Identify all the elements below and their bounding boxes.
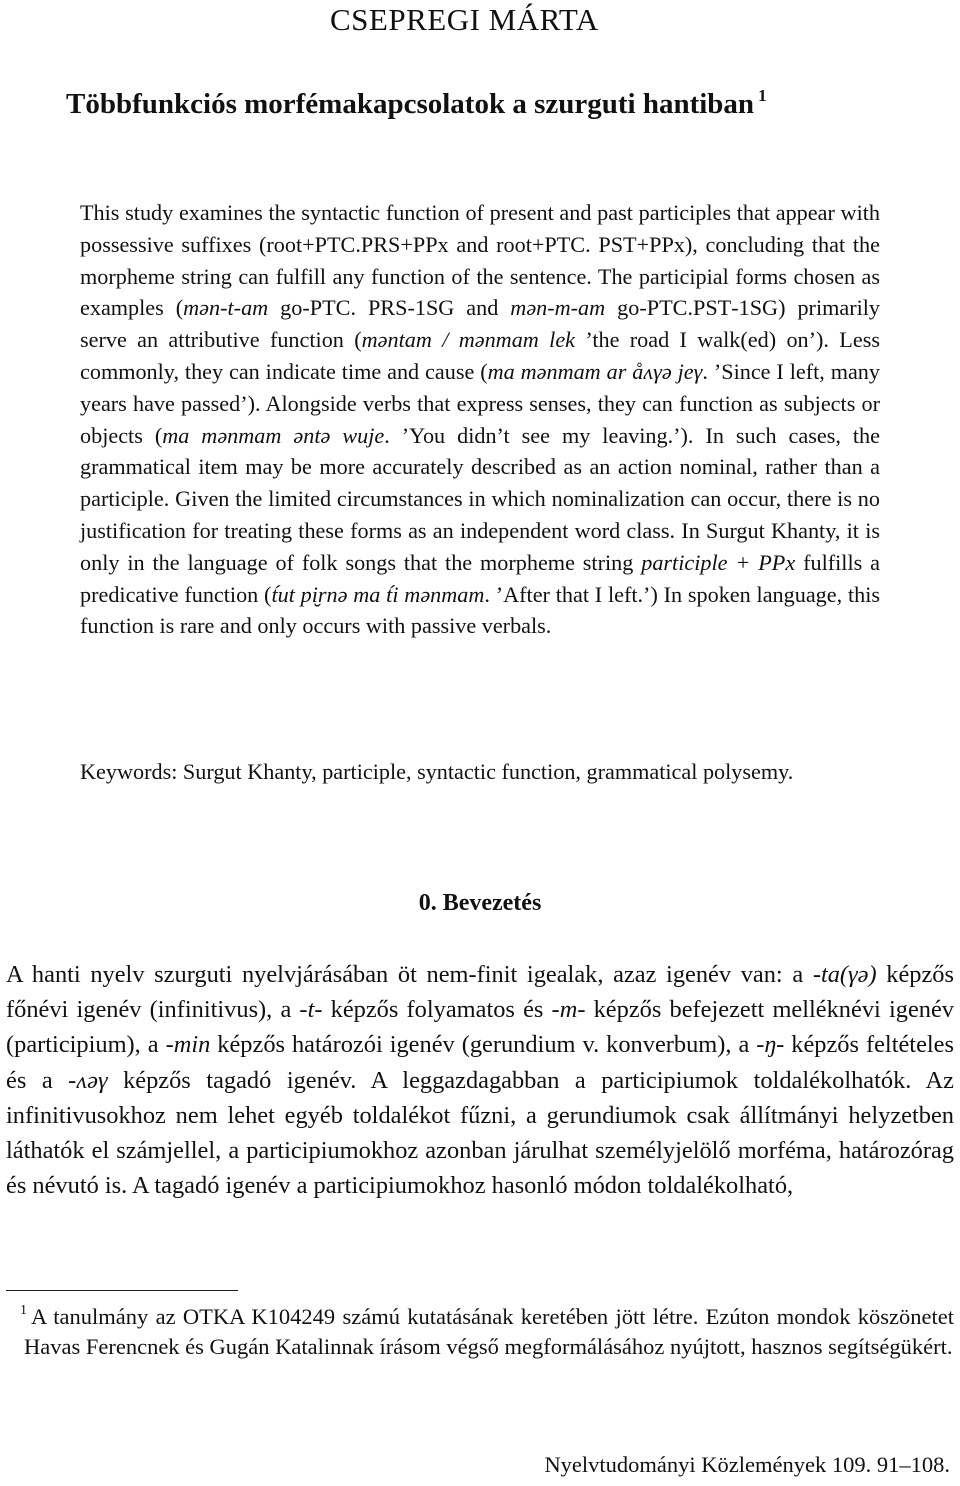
abstract-text: go- <box>268 295 310 321</box>
suffix-form: min <box>173 1031 211 1059</box>
body-text: - képzős feltételes és a - <box>6 1031 954 1094</box>
title-footnote-mark[interactable]: 1 <box>758 86 767 105</box>
abstract-text: -1 <box>407 295 426 321</box>
footnote <box>6 1296 954 1363</box>
abstract-text: -1 <box>731 295 750 321</box>
example-form: mən-m-am <box>510 295 606 321</box>
example-form: mən-t-am <box>183 295 269 321</box>
footnote-body <box>6 1296 954 1363</box>
body-text: képzős főnévi igenév (infinitivus), a - <box>6 961 954 1024</box>
suffix-form: t <box>307 996 315 1024</box>
abstract-text: fulfills a predicative function ( <box>80 549 881 607</box>
example-phrase: ma mənmam ar åʌγə jeγ <box>487 358 703 384</box>
suffix-form: ta(γə) <box>820 961 877 988</box>
footnote-divider <box>6 1290 238 1291</box>
section-heading <box>0 890 960 917</box>
body-text: képzős határozói igenév (gerundium v. konverbum), a - <box>210 1031 765 1059</box>
example-phrase: t́ut pi̮rnə ma t́i mənmam <box>271 581 485 607</box>
body-text: A hanti nyelv szurguti nyelvjárásában öt nem-finit igealak, azaz igenév van: a - <box>6 961 821 988</box>
journal-citation: Nyelvtudományi Közlemények 109. 91–108. <box>544 1452 950 1477</box>
abstract-text: This study examines the syntactic function of present and past participles that appear with possessive suffixes (root+PTC.PRS+PPx and root+PTC. PST+PPx), concluding that the morpheme string can fulfill any function of the sentence. The participial forms chosen as examples ( <box>80 200 880 321</box>
keywords: Keywords: Surgut Khanty, participle, syntactic function, grammatical polysemy. <box>80 759 794 784</box>
suffix-form: ʌəγ <box>76 1066 108 1094</box>
abstract-text: ’the road I walk(ed) on’). Less commonly, they can indicate time and cause ( <box>80 327 880 384</box>
abstract-text: . ’You didn’t see my leaving.’). In such cases, the grammatical item may be more accurately described as an action nominal, rather than a participle. Given the limited circumstances in which nominalization can occur, there is no justification for treating these forms as an independent word class. In Surgut Khanty, it is only in the language of folk songs that the morpheme string <box>80 422 880 575</box>
body-paragraph <box>6 957 954 1203</box>
author-name: CSEPREGI MÁRTA <box>330 2 599 37</box>
footnote-mark: 1 <box>20 1303 27 1318</box>
suffix-form: m <box>559 996 578 1024</box>
paper-title <box>66 86 767 121</box>
abstract-text: ) primarily serve an attributive function ( <box>80 295 881 353</box>
example-phrase: məntam / mənmam lek <box>361 327 576 353</box>
body-text: - képzős befejezett melléknévi igenév (participium), a - <box>6 996 954 1059</box>
gloss-abbreviation: SG <box>425 295 455 321</box>
paper-title-text: Többfunkciós morfémakapcsolatok a szurguti hantiban <box>66 88 755 120</box>
abstract-text: go- <box>605 295 647 321</box>
suffix-form: ŋ <box>764 1031 777 1059</box>
example-phrase: participle + PPx <box>641 549 796 575</box>
abstract-text: . ’Since I left, many years have passed’). Alongside verbs that express senses, they can function as subjects or objects ( <box>80 358 880 448</box>
gloss-abbreviation: PTC.PST <box>646 295 732 321</box>
example-phrase: ma mənmam əntə wuje <box>162 422 385 448</box>
gloss-abbreviation: SG <box>749 295 779 321</box>
gloss-abbreviation: PTC. PRS <box>309 295 408 321</box>
section-number: 0. <box>418 890 437 916</box>
footnote-text: A tanulmány az OTKA K104249 számú kutatásának keretében jött létre. Ezúton mondok köszönetet Havas Ferencnek és Gugán Katalinnak írásom végső megformálásához nyújtott, hasznos segítségükért. <box>24 1304 954 1360</box>
section-title: Bevezetés <box>442 890 542 916</box>
abstract <box>80 197 880 642</box>
body-text: képzős tagadó igenév. A leggazdagabban a participiumok toldalékolhatók. Az infinitivusokhoz nem lehet egyéb toldalékot fűzni, a gerundiumok csak állítmányi helyzetben láthatók el számjellel, a participiumokhoz azonban járulhat személyjelölő morféma, határozórag és névutó is. A tagadó igenév a participiumokhoz hasonló módon toldalékolható, <box>6 1066 954 1200</box>
abstract-text: . ’After that I left.’) In spoken language, this function is rare and only occurs with passive verbals. <box>80 581 880 639</box>
body-text: - képzős folyamatos és - <box>314 996 560 1024</box>
abstract-text: and <box>454 295 511 321</box>
